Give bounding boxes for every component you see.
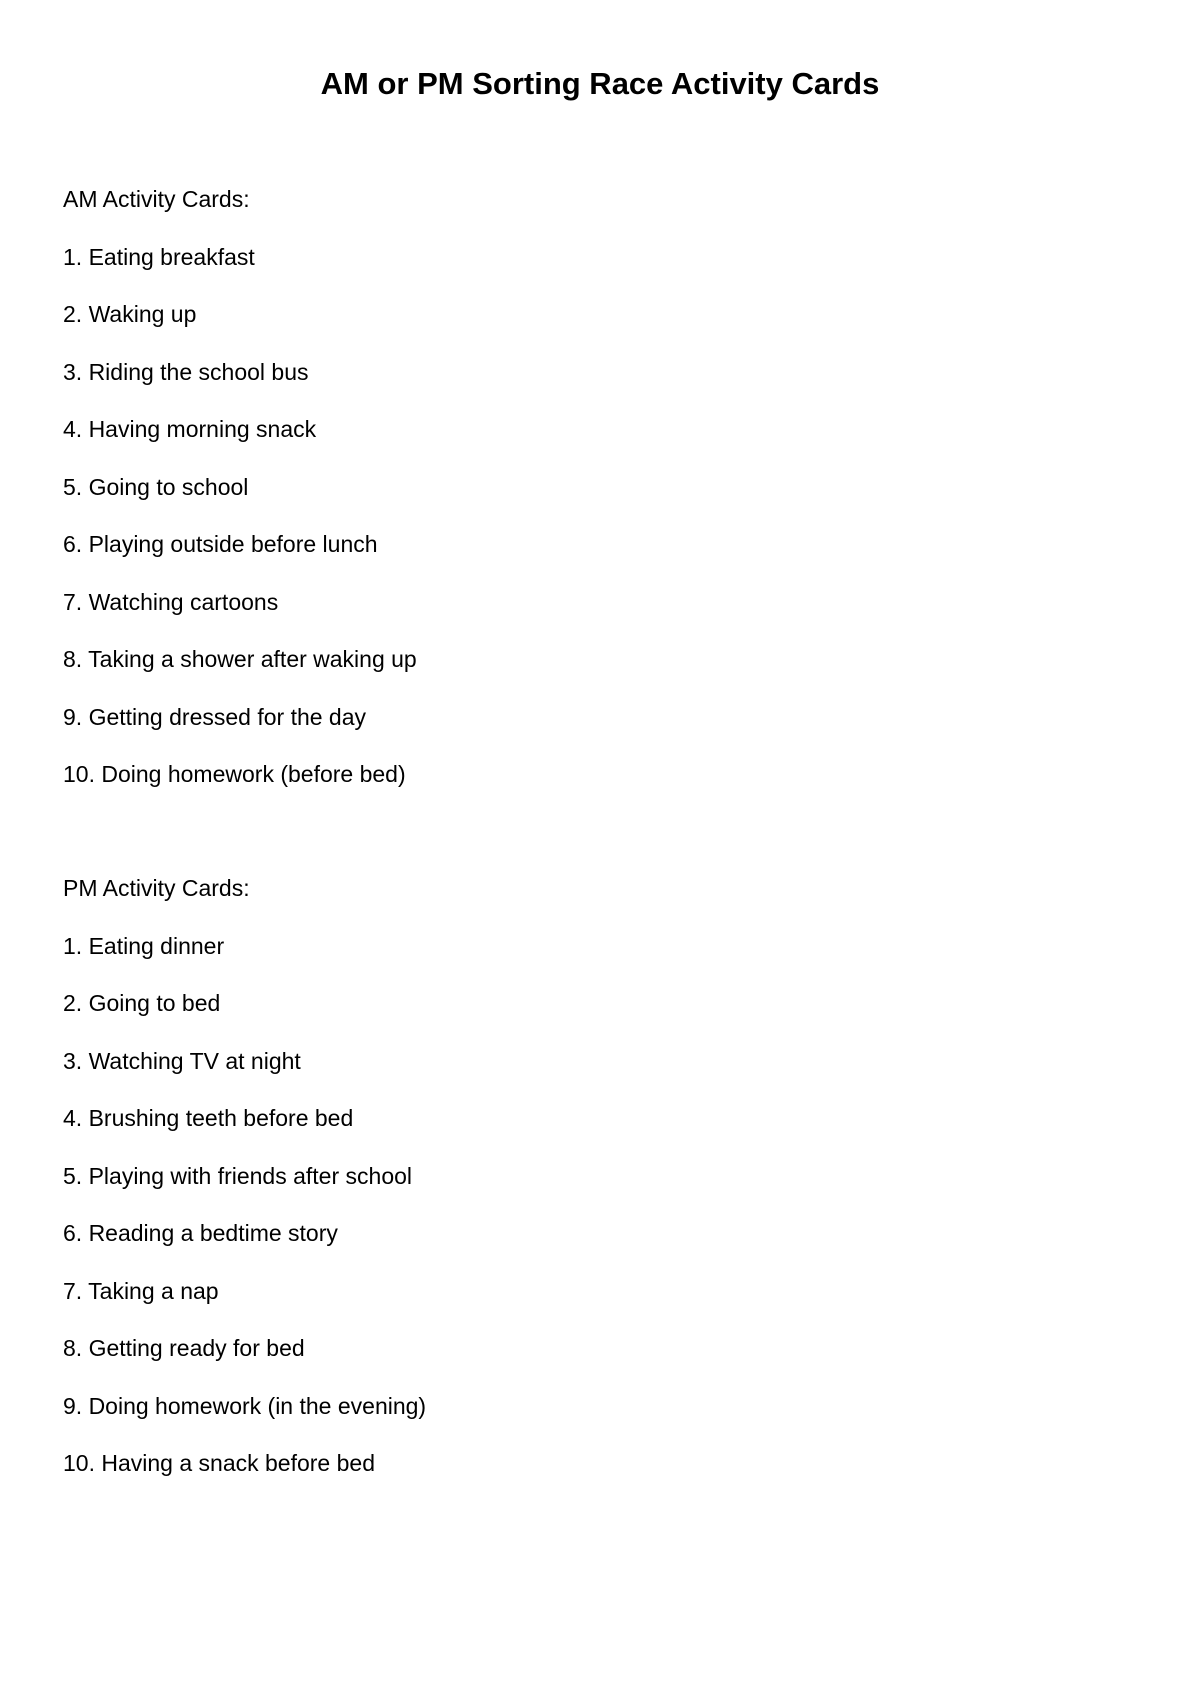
list-item: 6. Playing outside before lunch bbox=[63, 531, 378, 557]
pm-activity-list bbox=[63, 931, 963, 1506]
am-activity-section bbox=[63, 184, 963, 817]
list-item: 10. Doing homework (before bed) bbox=[63, 761, 406, 787]
list-item: 2. Going to bed bbox=[63, 990, 221, 1016]
list-item: 1. Eating breakfast bbox=[63, 243, 255, 270]
list-item: 7. Watching cartoons bbox=[63, 588, 279, 615]
list-item: 9. Getting dressed for the day bbox=[63, 703, 367, 730]
list-item: 6. Reading a bedtime story bbox=[63, 1220, 338, 1246]
list-item: 10. Having a snack before bed bbox=[63, 1450, 375, 1476]
list-item: 2. Waking up bbox=[63, 301, 197, 327]
list-item: 3. Watching TV at night bbox=[63, 1047, 301, 1074]
am-section-heading: AM Activity Cards: bbox=[63, 186, 250, 212]
list-item: 8. Taking a shower after waking up bbox=[63, 646, 417, 672]
list-item: 8. Getting ready for bed bbox=[63, 1335, 305, 1361]
page-title: AM or PM Sorting Race Activity Cards bbox=[320, 66, 880, 101]
list-item: 5. Playing with friends after school bbox=[63, 1162, 413, 1189]
list-item: 4. Brushing teeth before bed bbox=[63, 1105, 354, 1131]
pm-section-heading: PM Activity Cards: bbox=[63, 875, 250, 901]
list-item: 9. Doing homework (in the evening) bbox=[63, 1392, 427, 1419]
pm-activity-section bbox=[63, 873, 963, 1506]
list-item: 1. Eating dinner bbox=[63, 932, 225, 959]
list-item: 5. Going to school bbox=[63, 473, 249, 500]
list-item: 7. Taking a nap bbox=[63, 1277, 219, 1304]
list-item: 4. Having morning snack bbox=[63, 416, 317, 442]
am-activity-list bbox=[63, 242, 963, 817]
list-item: 3. Riding the school bus bbox=[63, 358, 309, 385]
